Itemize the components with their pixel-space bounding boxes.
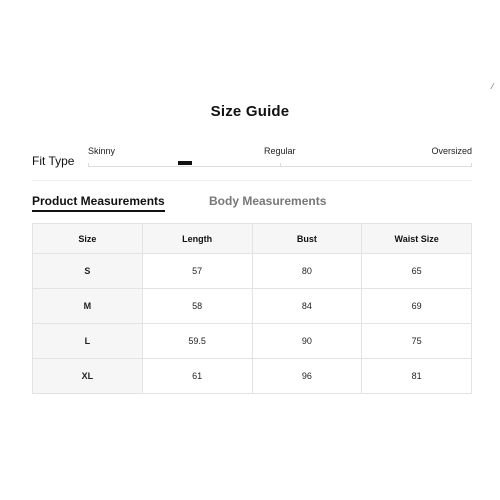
cell-size: L	[33, 324, 143, 359]
column-header-size: Size	[33, 224, 143, 254]
cell-length: 58	[142, 289, 252, 324]
cell-size: M	[33, 289, 143, 324]
cell-length: 57	[142, 254, 252, 289]
fit-tick	[88, 163, 89, 167]
cell-waist: 65	[362, 254, 472, 289]
cell-bust: 80	[252, 254, 362, 289]
fit-scale-ticks	[88, 163, 472, 167]
column-header-waist: Waist Size	[362, 224, 472, 254]
cell-bust: 96	[252, 359, 362, 394]
cell-length: 61	[142, 359, 252, 394]
column-header-length: Length	[142, 224, 252, 254]
resize-corner-icon: ⁄	[492, 82, 494, 91]
cell-length: 59.5	[142, 324, 252, 359]
table-row	[33, 359, 472, 394]
size-table	[32, 223, 472, 394]
table-row	[33, 324, 472, 359]
column-header-bust: Bust	[252, 224, 362, 254]
cell-size: S	[33, 254, 143, 289]
cell-waist: 69	[362, 289, 472, 324]
cell-waist: 75	[362, 324, 472, 359]
measurement-tabs	[32, 194, 472, 216]
cell-size: XL	[33, 359, 143, 394]
table-row	[33, 289, 472, 324]
cell-bust: 84	[252, 289, 362, 324]
table-row	[33, 254, 472, 289]
page-title: Size Guide	[210, 103, 290, 120]
tab-product-measurements[interactable]: Product Measurements	[32, 194, 165, 212]
fit-type-selector	[32, 142, 472, 182]
fit-indicator-handle	[178, 161, 192, 165]
tab-body-measurements[interactable]: Body Measurements	[209, 194, 327, 208]
fit-option-skinny[interactable]: Skinny	[88, 146, 116, 156]
fit-option-oversized[interactable]: Oversized	[431, 146, 472, 156]
fit-option-regular[interactable]: Regular	[264, 146, 296, 156]
cell-waist: 81	[362, 359, 472, 394]
table-header-row	[33, 224, 472, 254]
fit-type-label: Fit Type	[32, 154, 75, 168]
cell-bust: 90	[252, 324, 362, 359]
fit-tick	[471, 163, 472, 167]
fit-tick	[280, 163, 281, 167]
section-divider	[32, 180, 472, 181]
